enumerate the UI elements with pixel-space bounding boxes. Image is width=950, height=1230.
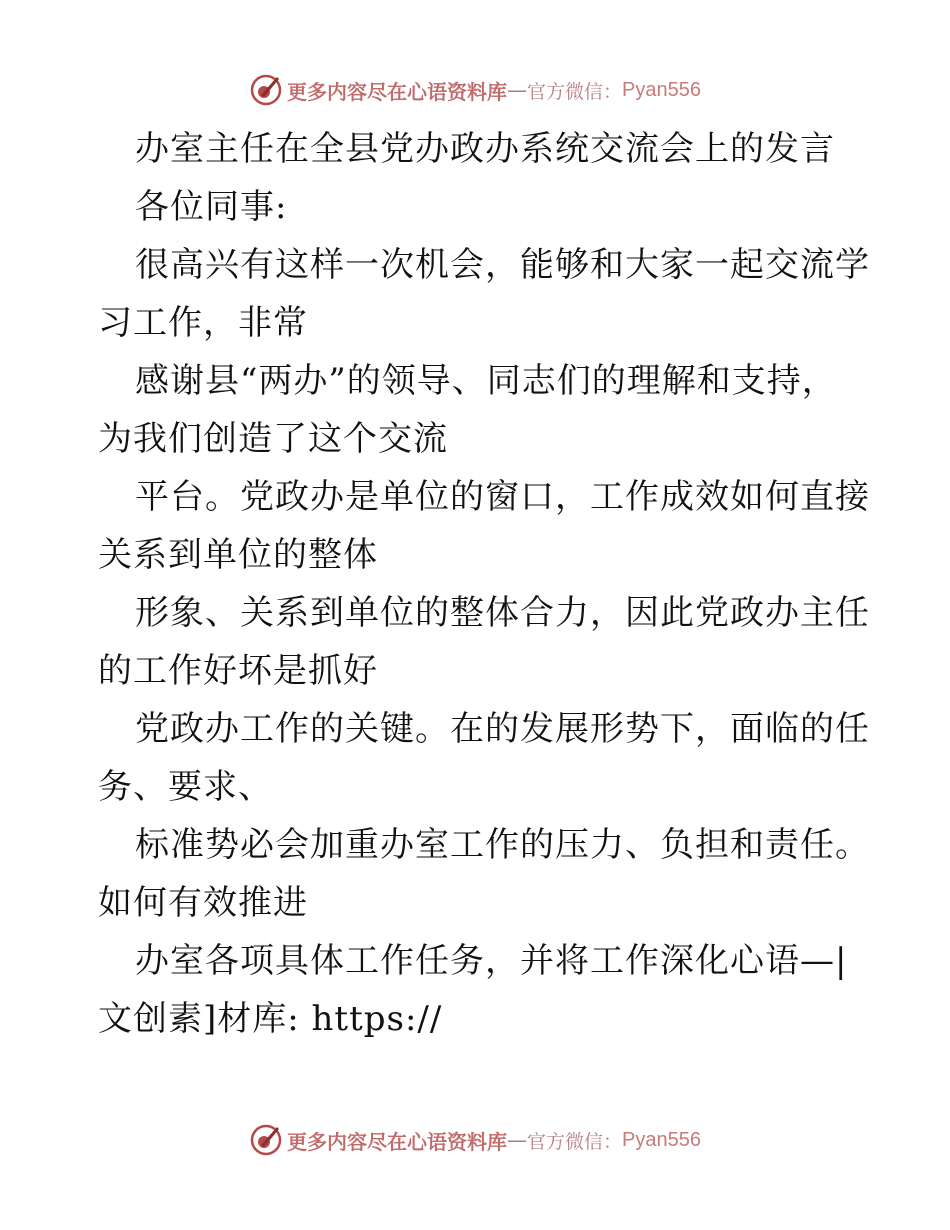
document-body: [98, 120, 870, 1048]
paragraph-line: 习工作，非常: [98, 303, 308, 343]
paragraph-line: 很高兴有这样一次机会，能够和大家一起交流学: [135, 245, 870, 285]
paragraph-line: 标准势必会加重办室工作的压力、负担和责任。: [135, 825, 870, 865]
header-watermark: [0, 70, 950, 110]
paragraph-line: 为我们创造了这个交流: [98, 419, 448, 459]
paragraph-line: 务、要求、: [98, 767, 273, 807]
paragraph-line: 的工作好坏是抓好: [98, 651, 378, 691]
footer-watermark: [0, 1120, 950, 1160]
quill-logo-icon: [249, 1123, 283, 1157]
header-watermark-wechat-id: Pyan556: [622, 78, 701, 101]
footer-watermark-dash: —: [507, 1128, 527, 1152]
paragraph-line: 关系到单位的整体: [98, 535, 378, 575]
footer-watermark-wechat-label: 官方微信：: [527, 1130, 623, 1153]
quill-logo-icon: [249, 73, 283, 107]
paragraph-line: 感谢县“两办”的领导、同志们的理解和支持，: [135, 361, 837, 401]
paragraph-line: 如何有效推进: [98, 883, 308, 923]
document-title: 办室主任在全县党办政办系统交流会上的发言: [135, 129, 835, 169]
header-watermark-dash: —: [507, 78, 527, 102]
paragraph-line: 形象、关系到单位的整体合力，因此党政办主任: [135, 593, 870, 633]
paragraph-line: 文创素]材库: https://: [98, 999, 443, 1039]
footer-watermark-main: 更多内容尽在心语资料库: [287, 1129, 507, 1154]
paragraph-line: 平台。党政办是单位的窗口，工作成效如何直接: [135, 477, 870, 517]
header-watermark-wechat-label: 官方微信：: [527, 80, 623, 103]
footer-watermark-wechat-id: Pyan556: [622, 1128, 701, 1151]
paragraph-line: 办室各项具体工作任务，并将工作深化心语—|: [135, 941, 848, 981]
paragraph-line: 党政办工作的关键。在的发展形势下，面临的任: [135, 709, 870, 749]
header-watermark-main: 更多内容尽在心语资料库: [287, 79, 507, 104]
salutation: 各位同事:: [135, 187, 288, 227]
